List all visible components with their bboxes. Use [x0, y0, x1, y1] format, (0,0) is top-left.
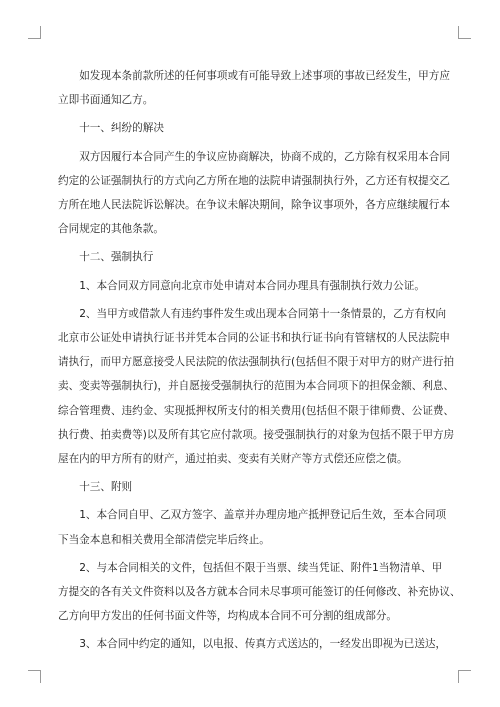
text-line: 屋在内的甲方所有的财产，通过拍卖、变卖有关财产等方式偿还应偿之债。: [58, 453, 408, 466]
crop-mark-bottom-right: [458, 670, 471, 683]
text-line: 卖、变卖等强制执行)，并自愿接受强制执行的范围为本合同项下的担保金额、利息、: [58, 380, 455, 393]
paragraph: [58, 274, 442, 298]
paragraph: [58, 302, 455, 471]
text-line: 如发现本条前款所述的任何事项或有可能导致上述事项的事故已经发生，甲方应: [79, 70, 450, 82]
paragraph: [58, 632, 447, 656]
text-line: 北京市公证处申请执行证书并凭本合同的公证书和执行证书向有管辖权的人民法院申: [58, 332, 450, 345]
crop-mark-top-right: [458, 26, 471, 39]
text-line: 1、本合同自甲、乙双方签字、盖章并办理房地产抵押登记后生效，至本合同项: [79, 509, 447, 522]
paragraph: [58, 503, 447, 551]
section-heading: 十三、附则: [79, 481, 133, 494]
text-line: 执行费、拍卖费等)以及所有其它应付款项。接受强制执行的对象为包括不限于甲方房: [58, 428, 455, 441]
section-heading: 十一、纠纷的解决: [79, 122, 164, 135]
paragraph: [58, 145, 450, 242]
paragraph: [58, 556, 461, 629]
text-line: 乙方向甲方发出的任何书面文件等，均构成本合同不可分割的组成部分。: [58, 610, 397, 623]
text-line: 双方因履行本合同产生的争议应协商解决，协商不成的，乙方除有权采用本合同: [79, 150, 450, 163]
text-line: 2、当甲方或借款人有违约事件发生或出现本合同第十一条情景的，乙方有权向: [79, 307, 447, 320]
text-line: 下当金本息和相关费用全部清偿完毕后终止。: [58, 533, 270, 546]
paragraph: [58, 64, 450, 112]
text-line: 1、本合同双方同意向北京市处申请对本合同办理具有强制执行效力公证。: [79, 279, 425, 292]
document-body: [58, 64, 461, 657]
text-line: 方提交的各有关文件资料以及各方就本合同未尽事项可能签订的任何修改、补充协议、: [58, 586, 461, 599]
text-line: 请执行，而甲方愿意接受人民法院的依法强制执行(包括但不限于对甲方的财产进行拍: [58, 356, 455, 369]
text-line: 方所在地人民法院诉讼解决。在争议未解决期间，除争议事项外，各方应继续履行本: [58, 199, 450, 212]
text-line: 综合管理费、违约金、实现抵押权所支付的相关费用(包括但不限于律师费、公证费、: [58, 404, 455, 417]
text-line: 合同规定的其他条款。: [58, 223, 164, 236]
section-heading: 十二、强制执行: [79, 251, 154, 264]
crop-mark-top-left: [28, 26, 41, 39]
text-line: 3、本合同中约定的通知，以电报、传真方式送达的，一经发出即视为已送达，: [79, 638, 447, 651]
crop-mark-bottom-left: [28, 670, 41, 683]
text-line: 立即书面通知乙方。: [58, 94, 154, 107]
text-line: 2、与本合同相关的文件，包括但不限于当票、续当凭证、附件1当物清单、甲: [79, 561, 443, 574]
text-line: 约定的公证强制执行的方式向乙方所在地的法院申请强制执行外，乙方还有权提交乙: [58, 174, 450, 187]
